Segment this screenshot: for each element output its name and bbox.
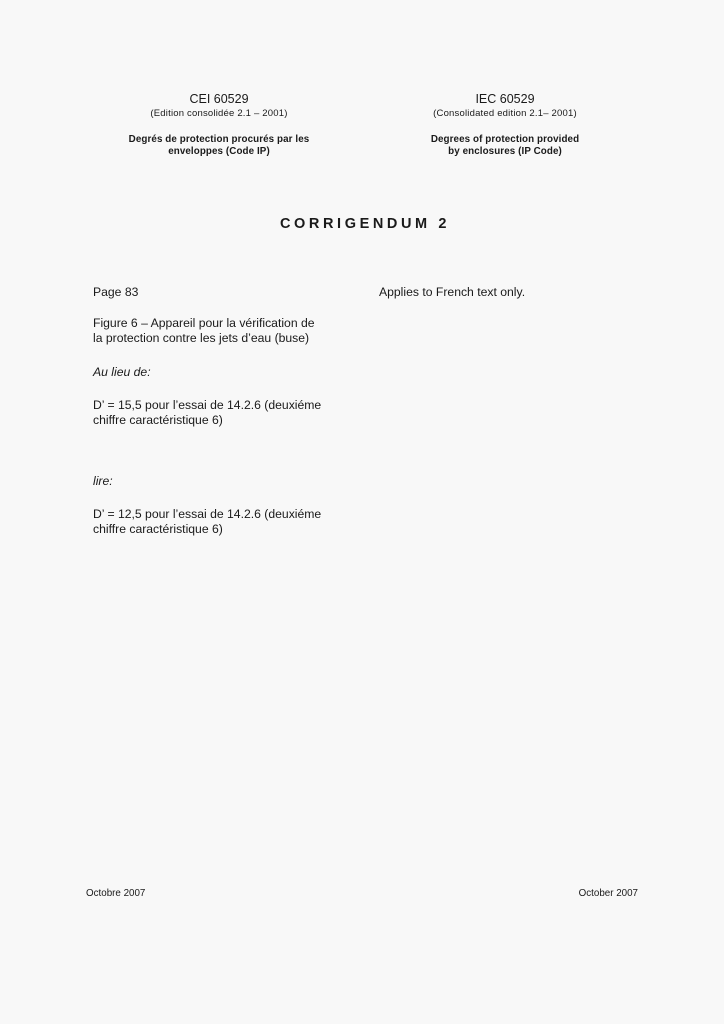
standard-number-fr: CEI 60529: [189, 92, 249, 106]
figure-caption: [93, 316, 353, 346]
instead-of-label: Au lieu de:: [93, 365, 151, 379]
applies-note: Applies to French text only.: [379, 285, 526, 299]
figure-caption-line1: Figure 6 – Appareil pour la vérification de: [93, 316, 315, 330]
standard-title-en: [380, 134, 630, 158]
old-text-line2: chiffre caractéristique 6): [93, 413, 223, 427]
standard-title-fr: [94, 134, 344, 158]
standard-title-en-line1: Degrees of protection provided: [430, 134, 580, 145]
footer-date-en: October 2007: [578, 888, 638, 899]
corrigendum-heading: CORRIGENDUM 2: [279, 216, 451, 232]
new-text-line1: D’ = 12,5 pour l’essai de 14.2.6 (deuxiéme: [93, 507, 322, 521]
standard-number-en: IEC 60529: [475, 92, 535, 106]
old-text-line1: D’ = 15,5 pour l’essai de 14.2.6 (deuxiéme: [93, 398, 322, 412]
old-text: [93, 398, 353, 428]
page-reference: Page 83: [93, 285, 139, 299]
french-column: [93, 285, 353, 537]
standard-title-fr-line2: enveloppes (Code IP): [168, 146, 270, 157]
standard-title-en-line2: by enclosures (IP Code): [448, 146, 562, 157]
edition-en: (Consolidated edition 2.1– 2001): [433, 108, 577, 119]
read-label: lire:: [93, 474, 113, 488]
footer-date-fr: Octobre 2007: [86, 888, 146, 899]
edition-fr: (Edition consolidée 2.1 – 2001): [150, 108, 288, 119]
header-french: [94, 92, 344, 158]
spacer: [93, 428, 353, 474]
english-column: [379, 285, 639, 300]
header-english: [380, 92, 630, 158]
figure-caption-line2: la protection contre les jets d’eau (buse): [93, 331, 310, 345]
new-text-line2: chiffre caractéristique 6): [93, 522, 223, 536]
standard-title-fr-line1: Degrés de protection procurés par les: [128, 134, 310, 145]
new-text: [93, 507, 353, 537]
